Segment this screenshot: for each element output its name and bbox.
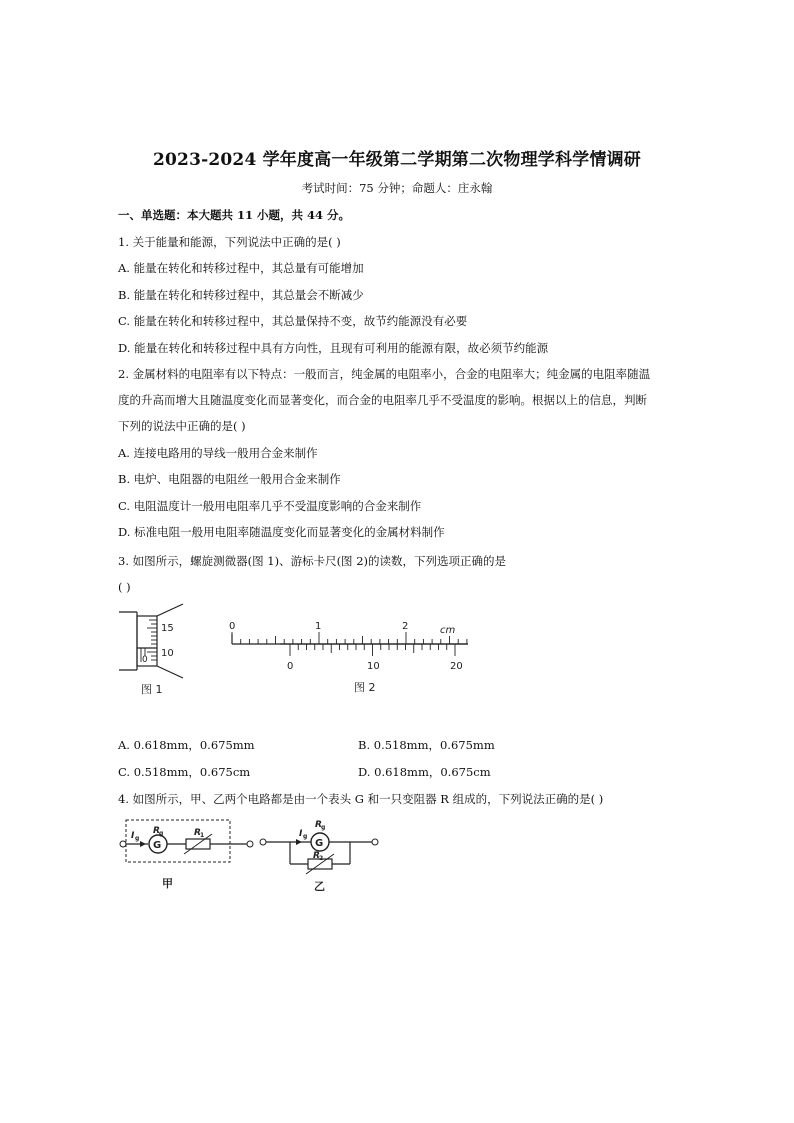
q3-option-d: D. 0.618mm，0.675cm	[358, 765, 491, 779]
circuit-jia-caption: 甲	[162, 877, 173, 890]
q3-option-b: B. 0.518mm，0.675mm	[358, 738, 495, 752]
q1-option-a: A. 能量在转化和转移过程中，其总量有可能增加	[118, 261, 364, 275]
unit-label: cm	[440, 625, 456, 636]
exam-info: 考试时间：75 分钟；命题人：庄永翰	[301, 181, 493, 195]
q1-option-b: B. 能量在转化和转移过程中，其总量会不断减少	[118, 288, 364, 302]
micrometer-label-0: 0	[142, 655, 148, 665]
current-jia-label: I	[131, 831, 135, 841]
vernier-label-10: 10	[367, 661, 380, 672]
r1-sub: 1	[200, 832, 205, 839]
current-yi-label: I	[299, 829, 303, 839]
fig1-caption: 图 1	[141, 683, 163, 696]
page-title: 2023-2024 学年度高一年级第二学期第二次物理学科学情调研	[152, 150, 641, 170]
main-scale-label-0: 0	[229, 621, 236, 632]
vernier-label-0: 0	[287, 661, 294, 672]
r2-sub: 2	[319, 855, 324, 862]
q4-stem: 4. 如图所示，甲、乙两个电路都是由一个表头 G 和一只变阻器 R 组成的，下列说法正确的是( )	[118, 792, 604, 806]
r2-label: R	[313, 851, 320, 861]
vernier-label-20: 20	[450, 661, 463, 672]
vernier-caliper-figure	[222, 612, 482, 698]
q2-option-a: A. 连接电路用的导线一般用合金来制作	[118, 446, 318, 460]
q3-answer-paren: ( )	[118, 580, 131, 594]
q2-option-d: D. 标准电阻一般用电阻率随温度变化而显著变化的金属材料制作	[118, 525, 445, 539]
fig2-caption: 图 2	[354, 681, 376, 694]
rg-yi-sub: g	[321, 824, 326, 831]
current-yi-sub: g	[303, 833, 308, 840]
q3-option-c: C. 0.518mm，0.675cm	[118, 765, 251, 779]
q2-stem-line-1: 2. 金属材料的电阻率有以下特点：一般而言，纯金属的电阻率小，合金的电阻率大；纯金属的电阻率随温	[118, 367, 651, 381]
q2-stem-line-2: 度的升高而增大且随温度变化而显著变化，而合金的电阻率几乎不受温度的影响。根据以上的信息，判断	[118, 393, 647, 407]
section-heading: 一、单选题：本大题共 11 小题，共 44 分。	[118, 208, 351, 222]
circuit-yi-figure	[258, 812, 388, 896]
galvanometer-jia-label: G	[153, 840, 162, 851]
circuit-jia-figure	[118, 816, 258, 892]
rg-jia-label: R	[153, 826, 160, 836]
q1-option-c: C. 能量在转化和转移过程中，其总量保持不变，故节约能源没有必要	[118, 314, 468, 328]
q2-option-c: C. 电阻温度计一般用电阻率几乎不受温度影响的合金来制作	[118, 499, 422, 513]
q1-stem: 1. 关于能量和能源，下列说法中正确的是( )	[118, 235, 341, 249]
main-scale-label-1: 1	[315, 621, 322, 632]
main-scale-label-2: 2	[402, 621, 409, 632]
rg-jia-sub: g	[159, 830, 164, 837]
q2-stem-line-3: 下列的说法中正确的是( )	[118, 419, 246, 433]
rg-yi-label: R	[315, 820, 322, 830]
q3-option-a: A. 0.618mm，0.675mm	[118, 738, 255, 752]
r1-label: R	[194, 828, 201, 838]
micrometer-figure	[115, 600, 195, 700]
current-jia-sub: g	[135, 835, 140, 842]
micrometer-label-10: 10	[161, 648, 174, 659]
q1-option-d: D. 能量在转化和转移过程中具有方向性，且现有可利用的能源有限，故必须节约能源	[118, 341, 549, 355]
micrometer-label-15: 15	[161, 623, 174, 634]
circuit-yi-caption: 乙	[314, 880, 325, 893]
q2-option-b: B. 电炉、电阻器的电阻丝一般用合金来制作	[118, 472, 341, 486]
q3-stem: 3. 如图所示，螺旋测微器(图 1)、游标卡尺(图 2)的读数，下列选项正确的是	[118, 554, 507, 568]
galvanometer-yi-label: G	[315, 838, 324, 849]
